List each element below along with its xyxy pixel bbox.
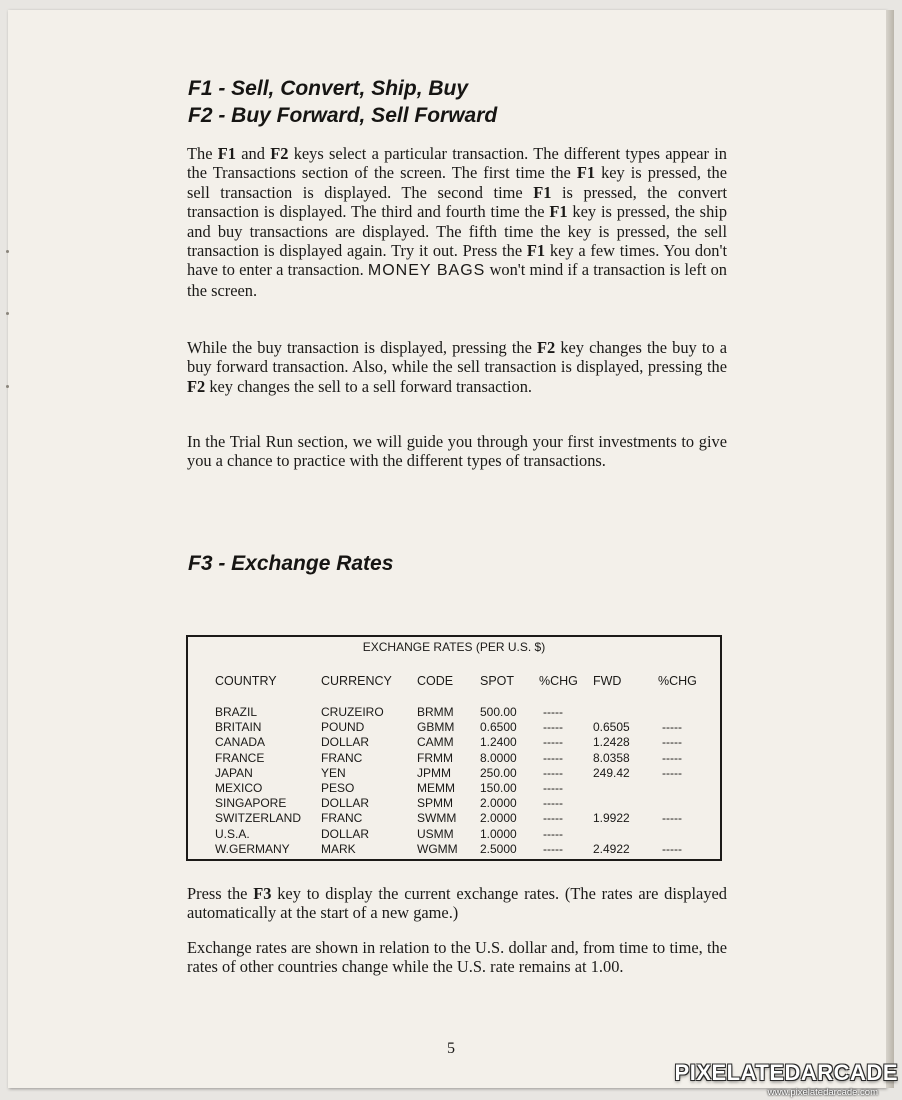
table-cell: BRITAIN (215, 720, 262, 735)
table-cell: JPMM (417, 765, 451, 780)
table-cell: 1.0000 (480, 826, 517, 841)
table-cell: FRANCE (215, 750, 265, 765)
table-cell: 1.2428 (593, 735, 630, 750)
table-cell: ----- (543, 841, 563, 856)
key-f2: F2 (536, 338, 556, 357)
table-cell: 8.0358 (593, 750, 630, 765)
table-cell: MEXICO (215, 781, 263, 795)
column-header: SPOT (480, 674, 515, 688)
page-number: 5 (447, 1040, 455, 1057)
site-watermark-url: www.pixelatedarcade.com (767, 1087, 878, 1098)
heading-f3: F3 - Exchange Rates (188, 552, 394, 575)
column-header: %CHG (539, 674, 578, 688)
key-f1: F1 (217, 144, 236, 163)
table-cell: FRANC (321, 811, 363, 826)
table-cell: POUND (321, 720, 365, 735)
key-f1: F1 (526, 241, 546, 261)
column-header: FWD (593, 674, 622, 688)
table-row (188, 705, 720, 720)
table-cell: 8.0000 (480, 750, 517, 765)
table-cell: 249.42 (593, 765, 630, 780)
table-cell: 2.0000 (480, 811, 517, 826)
page-edge (886, 10, 894, 1088)
column-header: COUNTRY (215, 674, 277, 688)
table-cell: W.GERMANY (215, 841, 290, 856)
column-header: CODE (417, 674, 454, 688)
table-cell: 0.6505 (593, 720, 630, 735)
table-row (188, 720, 720, 735)
table-row (188, 842, 720, 857)
table-cell: U.S.A. (215, 826, 250, 841)
table-cell: ----- (543, 705, 563, 719)
table-cell: SINGAPORE (215, 796, 287, 811)
key-f1: F1 (533, 182, 552, 202)
paragraph-exchange-note: Exchange rates are shown in relation to the U.S. dollar and, from time to time, the rates of other countries change while the U.S. rate remains at 1.00. (187, 938, 727, 977)
heading-f2: F2 - Buy Forward, Sell Forward (188, 104, 498, 127)
table-row (188, 751, 720, 766)
table-cell: GBMM (417, 720, 455, 735)
table-cell: 2.5000 (480, 841, 517, 856)
table-cell: DOLLAR (321, 735, 370, 750)
binding-hole (6, 385, 9, 388)
table-row (188, 796, 720, 811)
table-cell: ----- (543, 811, 563, 826)
table-row (188, 766, 720, 781)
paragraph-f3-key: Press the F3 key to display the current exchange rates. (The rates are displayed automatically at the start of a new game.) (187, 884, 727, 923)
table-cell: 1.9922 (593, 811, 630, 826)
table-cell: 150.00 (480, 781, 517, 795)
key-f2: F2 (270, 144, 289, 163)
table-cell: ----- (662, 750, 682, 765)
exchange-rates-title: EXCHANGE RATES (PER U.S. $) (362, 640, 546, 654)
table-cell: USMM (417, 826, 454, 841)
key-f2: F2 (187, 376, 206, 396)
paragraph-f2-key: While the buy transaction is displayed, pressing the F2 key changes the buy to a buy forward transaction. Also, while the sell transaction is displayed, pressing the F2 key changes the sell to a sell forward transaction. (187, 338, 727, 396)
table-cell: FRMM (417, 750, 453, 765)
table-cell: BRAZIL (215, 705, 258, 719)
table-cell: 2.4922 (593, 841, 630, 856)
key-f1: F1 (576, 163, 596, 183)
table-cell: 500.00 (480, 705, 517, 719)
table-cell: ----- (662, 765, 682, 780)
table-cell: ----- (662, 720, 682, 735)
table-cell: ----- (662, 811, 682, 826)
table-cell: PESO (321, 781, 355, 795)
table-cell: ----- (543, 796, 563, 811)
table-cell: CAMM (417, 735, 454, 750)
table-cell: ----- (543, 720, 563, 735)
table-cell: ----- (543, 765, 563, 780)
brand-money-bags: MONEY BAGS (367, 262, 486, 280)
table-cell: 1.2400 (480, 735, 517, 750)
table-cell: SPMM (417, 796, 453, 811)
heading-f1: F1 - Sell, Convert, Ship, Buy (188, 77, 469, 100)
table-cell: MARK (321, 841, 356, 856)
table-cell: DOLLAR (321, 826, 370, 841)
column-header: %CHG (658, 674, 697, 688)
column-header: CURRENCY (321, 674, 392, 688)
table-cell: ----- (543, 826, 563, 841)
key-f1: F1 (549, 202, 568, 222)
table-cell: CRUZEIRO (321, 705, 384, 719)
table-cell: MEMM (417, 781, 455, 795)
table-cell: ----- (662, 735, 682, 750)
table-cell: ----- (662, 841, 682, 856)
paragraph-trial-run: In the Trial Run section, we will guide you through your first investments to give you a chance to practice with the different types of transactions. (187, 432, 727, 471)
table-cell: ----- (543, 735, 563, 750)
exchange-rates-table (186, 635, 722, 861)
site-watermark: PIXELATEDARCADE (674, 1060, 898, 1085)
table-cell: 250.00 (480, 765, 517, 780)
table-cell: ----- (543, 750, 563, 765)
table-cell: YEN (321, 765, 346, 780)
table-cell: ----- (543, 781, 563, 795)
table-cell: FRANC (321, 750, 363, 765)
table-cell: 0.6500 (480, 720, 517, 735)
binding-hole (6, 312, 9, 315)
table-cell: WGMM (417, 841, 458, 856)
table-row (188, 827, 720, 842)
table-cell: 2.0000 (480, 796, 517, 811)
binding-hole (6, 250, 9, 253)
table-row (188, 735, 720, 750)
table-cell: BRMM (417, 705, 454, 719)
table-cell: SWITZERLAND (215, 811, 302, 826)
table-row (188, 811, 720, 826)
table-cell: JAPAN (215, 765, 253, 780)
table-cell: DOLLAR (321, 796, 370, 811)
table-row (188, 781, 720, 796)
paragraph-f1-keys: The F1 and F2 keys select a particular transaction. The different types appear in the Transactions section of the screen. The first time the F1 key is pressed, the sell transaction is displayed. The second time F1 is pressed, the convert transaction is displayed. The third and fourth time the F1 key is pressed, the ship and buy transactions are displayed. The fifth time the key is pressed, the sell transaction is displayed again. Try it out. Press the F1 key a few times. You don't have to enter a transaction. MONEY BAGS won't mind if a transaction is left on the screen. (187, 144, 728, 300)
table-cell: SWMM (417, 811, 457, 826)
table-cell: CANADA (215, 735, 266, 750)
key-f3: F3 (253, 884, 272, 903)
